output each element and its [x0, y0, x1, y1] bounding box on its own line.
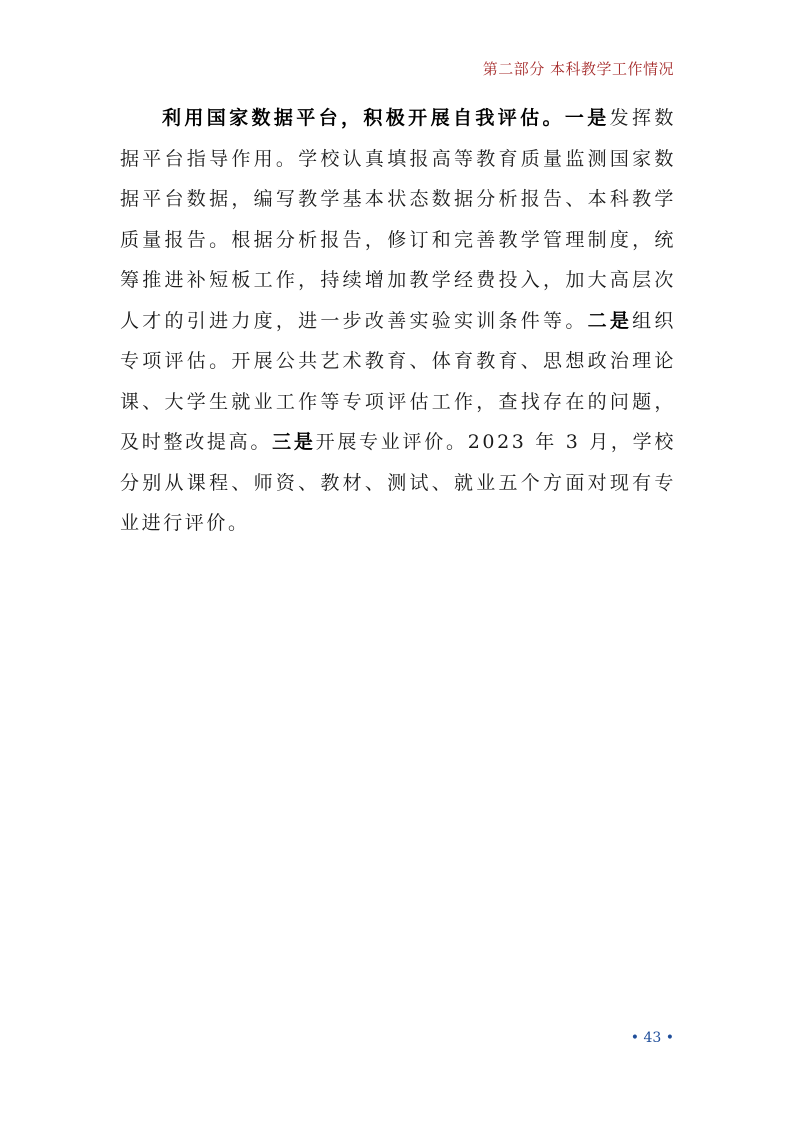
- point-marker-1: 一是: [564, 107, 610, 129]
- section-header: 第二部分 本科教学工作情况: [482, 60, 674, 78]
- body-paragraph: [120, 98, 676, 544]
- point-marker-3: 三是: [272, 431, 316, 453]
- lead-heading: 利用国家数据平台，积极开展自我评估。: [162, 107, 565, 129]
- point-text-1: 发挥数据平台指导作用。学校认真填报高等教育质量监测国家数据平台数据，编写教学基本状态数据分析报告、本科教学质量报告。根据分析报告，修订和完善教学管理制度，统筹推进补短板工作，持续增加教学经费投入，加大高层次人才的引进力度，进一步改善实验实训条件等。: [120, 107, 676, 332]
- point-text-2: 组织专项评估。开展公共艺术教育、体育教育、思想政治理论课、大学生就业工作等专项评估工作，查找存在的问题，及时整改提高。: [120, 309, 677, 453]
- point-marker-2: 二是: [587, 309, 633, 332]
- page-number: • 43 •: [630, 1030, 674, 1046]
- point-text-3: 开展专业评价。2023 年 3 月，学校分别从课程、师资、教材、测试、就业五个方面对现有专业进行评价。: [120, 431, 676, 534]
